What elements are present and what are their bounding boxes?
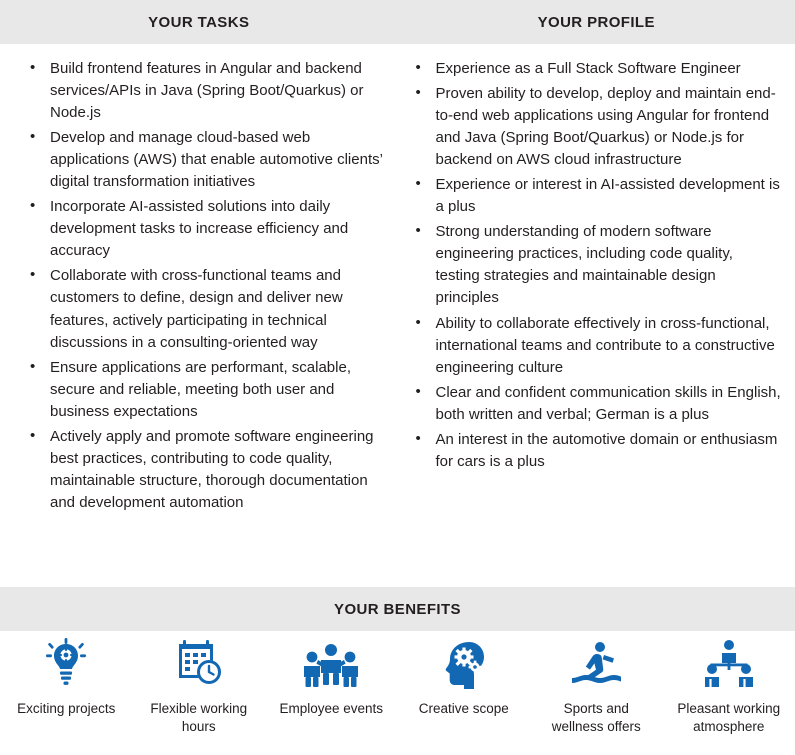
benefit-item — [0, 636, 133, 736]
list-item: • Experience or interest in AI-assisted development is a plus — [408, 174, 782, 218]
list-item: • Clear and confident communication skills in English, both written and verbal; German is a plus — [408, 382, 782, 426]
list-item: • Develop and manage cloud-based web applications (AWS) that enable automotive clients’ digital transformation initiatives — [22, 127, 386, 193]
content-columns — [0, 44, 795, 517]
calendar-clock-icon — [171, 636, 227, 692]
benefit-item — [398, 636, 531, 736]
lightbulb-gear-icon — [38, 636, 94, 692]
list-item: • Strong understanding of modern software engineering practices, including code quality, testing strategies and maintainable design principles — [408, 221, 782, 309]
profile-heading: YOUR PROFILE — [537, 13, 655, 31]
benefit-caption: Creative scope — [418, 701, 509, 716]
list-item: • Ensure applications are performant, scalable, secure and reliable, meeting both user and business expectations — [22, 357, 386, 423]
people-group-icon — [301, 636, 361, 692]
list-item: • An interest in the automotive domain or enthusiasm for cars is a plus — [408, 429, 782, 473]
list-item: • Collaborate with cross-functional teams and customers to define, design and deliver new features, actively participating in technical discussions in a consulting-oriented way — [22, 265, 386, 353]
benefit-caption: Exciting projects — [17, 701, 116, 716]
benefit-caption: Pleasant working atmosphere — [677, 701, 781, 735]
benefit-item — [265, 636, 398, 736]
list-item: • Incorporate AI-assisted solutions into daily development tasks to increase efficiency and accuracy — [22, 196, 386, 262]
tasks-heading: YOUR TASKS — [148, 13, 250, 31]
section-header-bar — [0, 0, 795, 44]
benefits-row — [0, 636, 795, 736]
head-gears-icon — [436, 636, 492, 692]
benefits-heading: YOUR BENEFITS — [334, 600, 461, 618]
list-item: • Build frontend features in Angular and backend services/APIs in Java (Spring Boot/Quarkus) or Node.js — [22, 58, 386, 124]
person-exercise-icon — [566, 636, 626, 692]
list-item: • Experience as a Full Stack Software Engineer — [408, 58, 782, 80]
list-item: • Actively apply and promote software engineering best practices, contributing to code quality, maintainable structure, thorough documentation and development automation — [22, 426, 386, 514]
list-item: • Ability to collaborate effectively in cross-functional, international teams and contribute to a constructive engineering culture — [408, 313, 782, 379]
benefits-header-bar — [0, 587, 795, 631]
profile-list — [408, 58, 782, 473]
benefit-caption: Employee events — [279, 701, 384, 716]
team-network-icon — [701, 636, 757, 692]
benefit-caption: Flexible working hours — [150, 701, 248, 735]
list-item: • Proven ability to develop, deploy and maintain end-to-end web applications using Angular for frontend and Java (Spring Boot/Quarkus) or Node.js for backend on AWS cloud infrastructure — [408, 83, 782, 171]
benefit-caption: Sports and wellness offers — [551, 701, 641, 735]
benefit-item — [133, 636, 266, 736]
profile-column — [398, 58, 795, 517]
tasks-column — [0, 58, 398, 517]
benefit-item — [663, 636, 795, 736]
benefit-item — [530, 636, 663, 736]
tasks-list — [22, 58, 386, 514]
